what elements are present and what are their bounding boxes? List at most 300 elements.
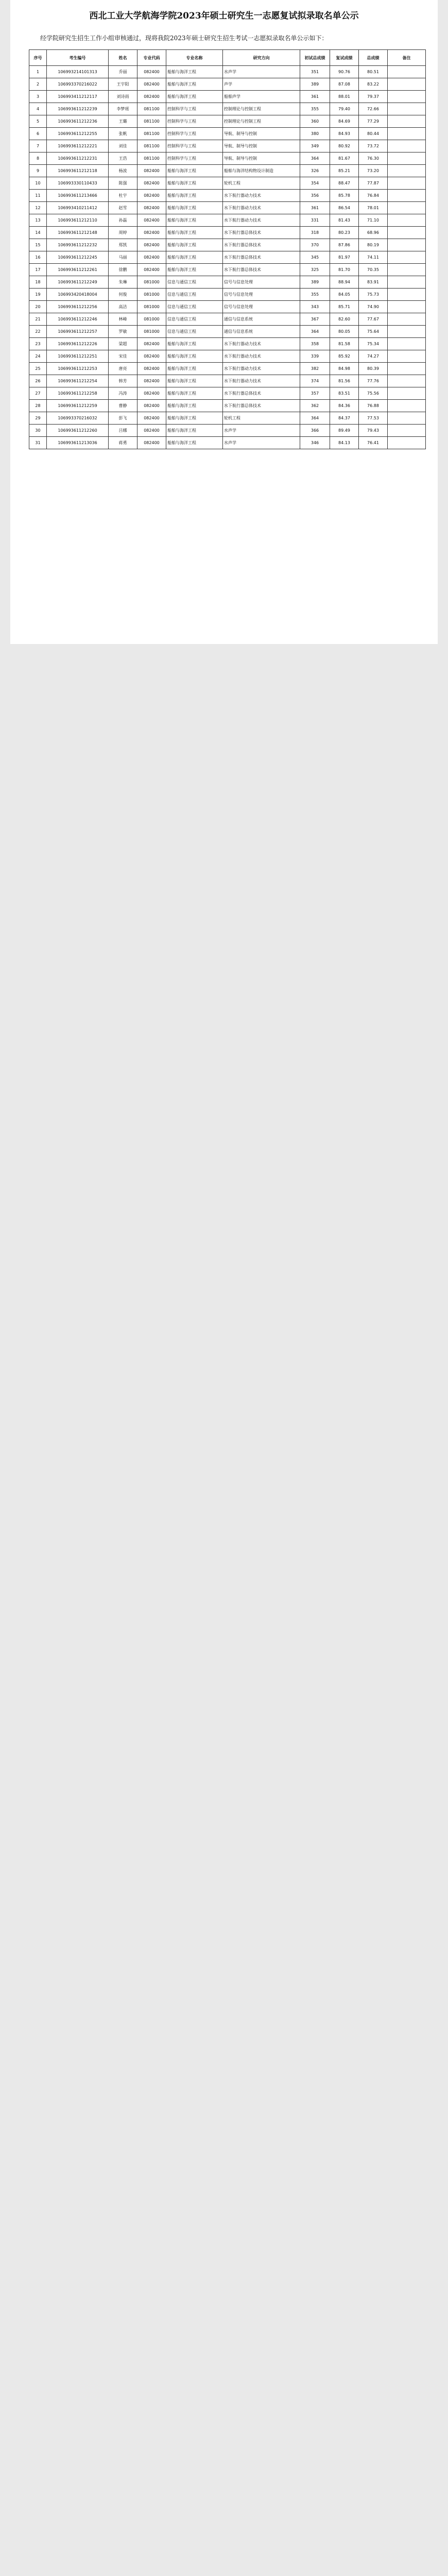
- table-cell: [388, 437, 426, 449]
- table-cell: 水下航行器动力技术: [223, 363, 300, 375]
- intro-paragraph: 经学院研究生招生工作小组审核通过，现将我院2023年硕士研究生招生考试一志愿拟录取名单公示如下：: [40, 35, 328, 42]
- table-cell: 水声学: [223, 437, 300, 449]
- table-cell: [388, 165, 426, 177]
- table-cell: 106993411212117: [47, 91, 109, 103]
- table-cell: 082400: [137, 363, 166, 375]
- table-cell: 水下航行器总体技术: [223, 239, 300, 251]
- table-cell: 355: [300, 289, 330, 301]
- table-cell: [388, 115, 426, 128]
- table-cell: 唐亮: [109, 363, 137, 375]
- table-cell: 106993611212260: [47, 425, 109, 437]
- table-cell: 106993611212231: [47, 152, 109, 165]
- table-row: [29, 140, 426, 152]
- table-row: [29, 313, 426, 326]
- table-row: [29, 177, 426, 190]
- table-cell: 控制理论与控制工程: [223, 103, 300, 115]
- table-cell: 082400: [137, 338, 166, 350]
- column-header: 考生编号: [47, 50, 109, 66]
- table-cell: 通信与信息系统: [223, 313, 300, 326]
- table-cell: 76.84: [359, 190, 388, 202]
- table-cell: 082400: [137, 66, 166, 78]
- table-cell: 106993611212110: [47, 214, 109, 227]
- table-cell: 船舶与海洋工程: [166, 363, 223, 375]
- table-cell: 郑凯: [109, 239, 137, 251]
- table-cell: 106993611213466: [47, 190, 109, 202]
- table-row: [29, 289, 426, 301]
- table-cell: [388, 313, 426, 326]
- table-cell: 082400: [137, 227, 166, 239]
- table-cell: 船舶与海洋工程: [166, 239, 223, 251]
- table-cell: 船舶与海洋工程: [166, 437, 223, 449]
- table-cell: 水下航行器总体技术: [223, 264, 300, 276]
- table-cell: 364: [300, 152, 330, 165]
- table-cell: [388, 128, 426, 140]
- table-cell: [388, 425, 426, 437]
- table-cell: 马丽: [109, 251, 137, 264]
- table-cell: 84.98: [330, 363, 359, 375]
- table-cell: 84.36: [330, 400, 359, 412]
- table-cell: 27: [29, 387, 47, 400]
- table-cell: 082400: [137, 437, 166, 449]
- table-row: [29, 227, 426, 239]
- column-header: 总成绩: [359, 50, 388, 66]
- table-cell: 75.73: [359, 289, 388, 301]
- table-row: [29, 326, 426, 338]
- table-cell: 87.08: [330, 78, 359, 91]
- column-header: 复试成绩: [330, 50, 359, 66]
- table-cell: 346: [300, 437, 330, 449]
- table-row: [29, 412, 426, 425]
- table-cell: 082400: [137, 214, 166, 227]
- table-cell: 106993611212249: [47, 276, 109, 289]
- table-cell: 75.64: [359, 326, 388, 338]
- table-cell: 84.37: [330, 412, 359, 425]
- table-cell: 刘佳: [109, 140, 137, 152]
- table-cell: 28: [29, 400, 47, 412]
- table-row: [29, 264, 426, 276]
- table-cell: 081000: [137, 301, 166, 313]
- table-cell: 81.58: [330, 338, 359, 350]
- table-cell: 80.19: [359, 239, 388, 251]
- table-cell: 6: [29, 128, 47, 140]
- table-cell: 22: [29, 326, 47, 338]
- table-cell: 信息与通信工程: [166, 326, 223, 338]
- table-cell: 王浩: [109, 152, 137, 165]
- table-cell: [388, 326, 426, 338]
- table-row: [29, 375, 426, 387]
- table-cell: 3: [29, 91, 47, 103]
- column-header: 姓名: [109, 50, 137, 66]
- page-title: 西北工业大学航海学院2023年硕士研究生一志愿复试拟录取名单公示: [89, 11, 359, 21]
- table-cell: 88.01: [330, 91, 359, 103]
- table-cell: 船舶与海洋工程: [166, 338, 223, 350]
- table-cell: 77.67: [359, 313, 388, 326]
- table-cell: 349: [300, 140, 330, 152]
- table-cell: 361: [300, 202, 330, 214]
- table-cell: 79.37: [359, 91, 388, 103]
- table-cell: 082400: [137, 177, 166, 190]
- table-cell: [388, 239, 426, 251]
- table-cell: 082400: [137, 350, 166, 363]
- table-cell: 106993611212236: [47, 115, 109, 128]
- table-cell: 控制科学与工程: [166, 103, 223, 115]
- table-cell: 082400: [137, 425, 166, 437]
- table-cell: 082400: [137, 78, 166, 91]
- table-cell: 朱琳: [109, 276, 137, 289]
- table-cell: 082400: [137, 239, 166, 251]
- table-cell: 水下航行器总体技术: [223, 227, 300, 239]
- table-cell: 张帆: [109, 128, 137, 140]
- table-cell: [388, 214, 426, 227]
- table-cell: 081000: [137, 276, 166, 289]
- table-row: [29, 66, 426, 78]
- table-cell: 王宇阳: [109, 78, 137, 91]
- table-cell: 78.01: [359, 202, 388, 214]
- table-cell: 水下航行器动力技术: [223, 375, 300, 387]
- table-cell: 15: [29, 239, 47, 251]
- table-row: [29, 425, 426, 437]
- table-row: [29, 91, 426, 103]
- table-cell: 374: [300, 375, 330, 387]
- table-cell: 控制科学与工程: [166, 128, 223, 140]
- table-cell: [388, 227, 426, 239]
- table-cell: [388, 103, 426, 115]
- table-cell: 徐鹏: [109, 264, 137, 276]
- table-cell: 何俊: [109, 289, 137, 301]
- table-cell: 杨波: [109, 165, 137, 177]
- table-cell: 370: [300, 239, 330, 251]
- table-cell: 4: [29, 103, 47, 115]
- table-cell: 77.87: [359, 177, 388, 190]
- table-cell: 80.51: [359, 66, 388, 78]
- table-cell: 364: [300, 326, 330, 338]
- table-cell: 船舶与海洋工程: [166, 400, 223, 412]
- table-row: [29, 276, 426, 289]
- table-row: [29, 165, 426, 177]
- table-cell: 84.05: [330, 289, 359, 301]
- table-cell: 380: [300, 128, 330, 140]
- table-cell: 船舶与海洋结构物设计制造: [223, 165, 300, 177]
- table-cell: 梁超: [109, 338, 137, 350]
- table-cell: 86.54: [330, 202, 359, 214]
- table-cell: 77.53: [359, 412, 388, 425]
- table-cell: 361: [300, 91, 330, 103]
- table-row: [29, 115, 426, 128]
- table-cell: 082400: [137, 202, 166, 214]
- table-cell: 25: [29, 363, 47, 375]
- table-cell: 蒋勇: [109, 437, 137, 449]
- table-cell: 10: [29, 177, 47, 190]
- table-cell: 106993611213036: [47, 437, 109, 449]
- table-cell: 85.78: [330, 190, 359, 202]
- table-cell: 水下航行器总体技术: [223, 400, 300, 412]
- table-cell: 081100: [137, 103, 166, 115]
- table-cell: 16: [29, 251, 47, 264]
- table-cell: 082400: [137, 91, 166, 103]
- table-cell: 80.23: [330, 227, 359, 239]
- table-cell: 控制理论与控制工程: [223, 115, 300, 128]
- table-cell: 90.76: [330, 66, 359, 78]
- table-cell: 106993611212259: [47, 400, 109, 412]
- table-cell: [388, 177, 426, 190]
- table-cell: 71.10: [359, 214, 388, 227]
- table-cell: 导航、制导与控制: [223, 128, 300, 140]
- table-cell: 082400: [137, 251, 166, 264]
- table-cell: 曹静: [109, 400, 137, 412]
- table-cell: 106993611212261: [47, 264, 109, 276]
- table-cell: 船舶与海洋工程: [166, 264, 223, 276]
- table-cell: 75.34: [359, 338, 388, 350]
- table-cell: 356: [300, 190, 330, 202]
- table-row: [29, 202, 426, 214]
- table-cell: 23: [29, 338, 47, 350]
- table-cell: 船舶与海洋工程: [166, 251, 223, 264]
- table-cell: 73.20: [359, 165, 388, 177]
- table-cell: 船舶与海洋工程: [166, 387, 223, 400]
- table-cell: 325: [300, 264, 330, 276]
- table-cell: 106993214101313: [47, 66, 109, 78]
- table-cell: 082400: [137, 165, 166, 177]
- table-cell: 5: [29, 115, 47, 128]
- table-cell: 76.88: [359, 400, 388, 412]
- table-cell: 信息与通信工程: [166, 313, 223, 326]
- column-header: 序号: [29, 50, 47, 66]
- table-cell: 74.27: [359, 350, 388, 363]
- table-cell: 信息与通信工程: [166, 301, 223, 313]
- table-cell: 082400: [137, 400, 166, 412]
- table-cell: 85.21: [330, 165, 359, 177]
- table-cell: [388, 276, 426, 289]
- table-cell: 318: [300, 227, 330, 239]
- table-cell: 082400: [137, 387, 166, 400]
- table-cell: 1: [29, 66, 47, 78]
- table-cell: 水下航行器动力技术: [223, 190, 300, 202]
- table-cell: 106993330110433: [47, 177, 109, 190]
- table-cell: 7: [29, 140, 47, 152]
- table-cell: 26: [29, 375, 47, 387]
- table-cell: 声学: [223, 78, 300, 91]
- table-cell: 89.49: [330, 425, 359, 437]
- table-cell: 82.60: [330, 313, 359, 326]
- table-cell: 船舶与海洋工程: [166, 190, 223, 202]
- table-cell: 082400: [137, 264, 166, 276]
- table-cell: 刘诗雨: [109, 91, 137, 103]
- table-cell: 081100: [137, 115, 166, 128]
- table-cell: 船舶与海洋工程: [166, 412, 223, 425]
- table-cell: 74.11: [359, 251, 388, 264]
- table-cell: 彭飞: [109, 412, 137, 425]
- table-cell: 20: [29, 301, 47, 313]
- table-row: [29, 214, 426, 227]
- table-cell: 轮机工程: [223, 177, 300, 190]
- table-cell: 382: [300, 363, 330, 375]
- table-cell: [388, 375, 426, 387]
- table-cell: [388, 338, 426, 350]
- table-cell: 106993611212232: [47, 239, 109, 251]
- table-cell: 87.86: [330, 239, 359, 251]
- table-cell: 船舶声学: [223, 91, 300, 103]
- table-cell: 81.43: [330, 214, 359, 227]
- table-cell: 106993611212253: [47, 363, 109, 375]
- table-cell: 83.91: [359, 276, 388, 289]
- table-cell: 孙磊: [109, 214, 137, 227]
- table-cell: 106993611212246: [47, 313, 109, 326]
- table-cell: 76.30: [359, 152, 388, 165]
- table-cell: 船舶与海洋工程: [166, 227, 223, 239]
- table-row: [29, 251, 426, 264]
- table-cell: 19: [29, 289, 47, 301]
- table-cell: 354: [300, 177, 330, 190]
- table-cell: 106993611212118: [47, 165, 109, 177]
- table-cell: 081100: [137, 140, 166, 152]
- table-cell: 88.94: [330, 276, 359, 289]
- table-cell: 船舶与海洋工程: [166, 165, 223, 177]
- table-cell: 106993420418004: [47, 289, 109, 301]
- table-cell: [388, 289, 426, 301]
- table-cell: 106993370216022: [47, 78, 109, 91]
- table-cell: 冯涛: [109, 387, 137, 400]
- table-cell: 081100: [137, 128, 166, 140]
- table-cell: 355: [300, 103, 330, 115]
- table-cell: 081100: [137, 152, 166, 165]
- table-cell: 信号与信息处理: [223, 301, 300, 313]
- table-cell: 80.05: [330, 326, 359, 338]
- table-cell: 73.72: [359, 140, 388, 152]
- table-cell: 83.51: [330, 387, 359, 400]
- table-row: [29, 103, 426, 115]
- table-cell: 76.41: [359, 437, 388, 449]
- table-cell: [388, 412, 426, 425]
- table-cell: 84.69: [330, 115, 359, 128]
- table-cell: 389: [300, 276, 330, 289]
- table-cell: 陈强: [109, 177, 137, 190]
- table-cell: 80.39: [359, 363, 388, 375]
- table-cell: 85.92: [330, 350, 359, 363]
- table-cell: 导航、制导与控制: [223, 152, 300, 165]
- table-cell: 船舶与海洋工程: [166, 91, 223, 103]
- table-row: [29, 190, 426, 202]
- table-cell: 信息与通信工程: [166, 289, 223, 301]
- table-cell: 通信与信息系统: [223, 326, 300, 338]
- table-cell: 70.35: [359, 264, 388, 276]
- table-cell: 杜宇: [109, 190, 137, 202]
- table-cell: 船舶与海洋工程: [166, 202, 223, 214]
- table-cell: [388, 66, 426, 78]
- table-cell: 351: [300, 66, 330, 78]
- table-cell: 106993611212226: [47, 338, 109, 350]
- table-cell: 轮机工程: [223, 412, 300, 425]
- table-cell: 高洁: [109, 301, 137, 313]
- table-cell: 81.70: [330, 264, 359, 276]
- table-cell: 326: [300, 165, 330, 177]
- table-cell: 106993611212245: [47, 251, 109, 264]
- table-cell: 水下航行器总体技术: [223, 251, 300, 264]
- table-cell: 17: [29, 264, 47, 276]
- table-row: [29, 400, 426, 412]
- table-cell: 船舶与海洋工程: [166, 350, 223, 363]
- table-cell: 081000: [137, 313, 166, 326]
- table-cell: 乔丽: [109, 66, 137, 78]
- table-cell: 83.22: [359, 78, 388, 91]
- table-row: [29, 78, 426, 91]
- table-cell: 106993611212258: [47, 387, 109, 400]
- table-cell: [388, 350, 426, 363]
- table-cell: 9: [29, 165, 47, 177]
- table-cell: 106993611212257: [47, 326, 109, 338]
- table-cell: 80.92: [330, 140, 359, 152]
- table-cell: 水声学: [223, 66, 300, 78]
- table-cell: 21: [29, 313, 47, 326]
- table-cell: 77.29: [359, 115, 388, 128]
- table-cell: 信息与通信工程: [166, 276, 223, 289]
- table-cell: [388, 400, 426, 412]
- table-cell: 79.40: [330, 103, 359, 115]
- table-cell: 389: [300, 78, 330, 91]
- table-row: [29, 437, 426, 449]
- table-cell: 84.13: [330, 437, 359, 449]
- table-cell: 79.43: [359, 425, 388, 437]
- column-header: 专业代码: [137, 50, 166, 66]
- table-cell: 13: [29, 214, 47, 227]
- table-cell: 75.56: [359, 387, 388, 400]
- table-cell: 2: [29, 78, 47, 91]
- table-cell: 吕娜: [109, 425, 137, 437]
- table-cell: 082400: [137, 190, 166, 202]
- table-cell: 水下航行器总体技术: [223, 387, 300, 400]
- table-cell: 106993370216032: [47, 412, 109, 425]
- table-cell: 339: [300, 350, 330, 363]
- table-cell: 14: [29, 227, 47, 239]
- table-row: [29, 350, 426, 363]
- table-cell: 24: [29, 350, 47, 363]
- table-cell: 106993410211412: [47, 202, 109, 214]
- table-cell: 106993611212256: [47, 301, 109, 313]
- table-cell: 林峰: [109, 313, 137, 326]
- table-cell: 王璐: [109, 115, 137, 128]
- table-cell: 18: [29, 276, 47, 289]
- table-cell: 74.90: [359, 301, 388, 313]
- table-row: [29, 387, 426, 400]
- table-cell: 12: [29, 202, 47, 214]
- table-cell: 水下航行器动力技术: [223, 338, 300, 350]
- table-cell: 控制科学与工程: [166, 152, 223, 165]
- table-cell: [388, 387, 426, 400]
- table-cell: 韩芳: [109, 375, 137, 387]
- table-cell: 水下航行器动力技术: [223, 214, 300, 227]
- table-cell: 罗敏: [109, 326, 137, 338]
- table-cell: 082400: [137, 375, 166, 387]
- table-cell: 水下航行器动力技术: [223, 202, 300, 214]
- table-cell: 106993611212239: [47, 103, 109, 115]
- table-cell: [388, 363, 426, 375]
- table-cell: 88.47: [330, 177, 359, 190]
- table-cell: 船舶与海洋工程: [166, 214, 223, 227]
- table-cell: 85.71: [330, 301, 359, 313]
- column-header: 专业名称: [166, 50, 223, 66]
- column-header: 研究方向: [223, 50, 300, 66]
- table-cell: [388, 301, 426, 313]
- table-cell: 106993611212148: [47, 227, 109, 239]
- table-cell: 106993611212251: [47, 350, 109, 363]
- table-cell: 106993611212254: [47, 375, 109, 387]
- table-cell: 控制科学与工程: [166, 115, 223, 128]
- table-cell: [388, 152, 426, 165]
- table-cell: 331: [300, 214, 330, 227]
- table-cell: 81.97: [330, 251, 359, 264]
- table-cell: 信号与信息处理: [223, 276, 300, 289]
- table-cell: 367: [300, 313, 330, 326]
- table-row: [29, 239, 426, 251]
